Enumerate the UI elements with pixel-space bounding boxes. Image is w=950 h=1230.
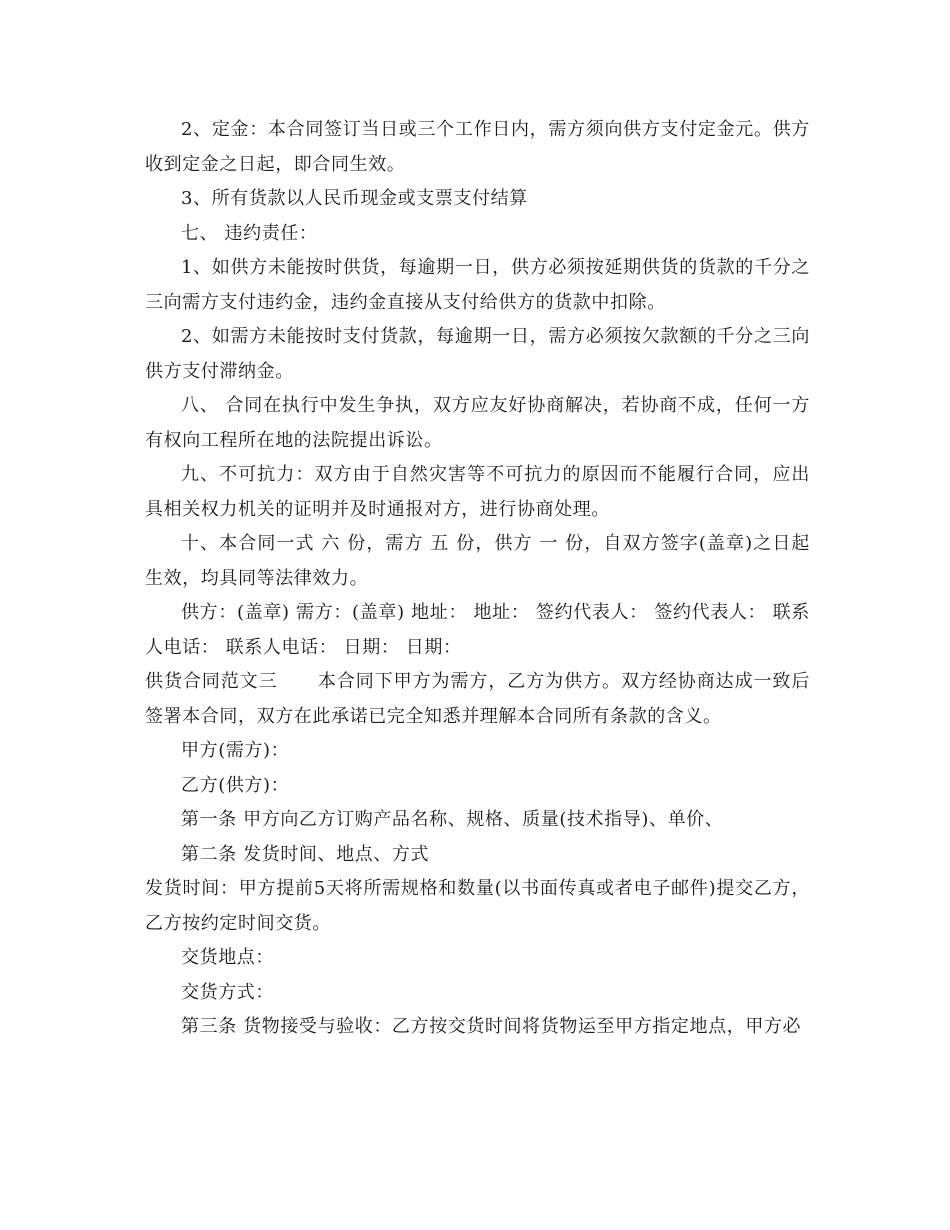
document-body (145, 113, 810, 1045)
clause-force-majeure: 九、不可抗力：双方由于自然灾害等不可抗力的原因而不能履行合同，应出具相关权力机关的证明并及时通报对方，进行协商处理。 (145, 464, 810, 520)
article-2: 第二条 发货时间、地点、方式 (181, 843, 430, 865)
clause-copies: 十、本合同一式 六 份，需方 五 份，供方 一 份，自双方签字(盖章)之日起生效，均具同等法律效力。 (145, 533, 810, 589)
clause-buyer-late: 2、如需方未能按时支付货款，每逾期一日，需方必须按欠款额的千分之三向供方支付滞纳金。 (145, 326, 810, 382)
party-a: 甲方(需方)： (181, 740, 290, 761)
clause-deposit: 2、定金：本合同签订当日或三个工作日内，需方须向供方支付定金元。供方收到定金之日起，即合同生效。 (145, 119, 810, 175)
party-b: 乙方(供方)： (181, 774, 290, 796)
section-intro-paragraph (145, 665, 810, 734)
signature-block: 供方：(盖章) 需方：(盖章) 地址： 地址： 签约代表人： 签约代表人： 联系人电话： 联系人电话： 日期： 日期： (145, 602, 810, 658)
article-1: 第一条 甲方向乙方订购产品名称、规格、质量(技术指导)、单价、 (181, 809, 724, 830)
delivery-place: 交货地点： (181, 947, 274, 968)
section-title: 供货合同范文三 (145, 671, 278, 692)
delivery-method: 交货方式： (181, 981, 274, 1003)
article-3: 第三条 货物接受与验收：乙方按交货时间将货物运至甲方指定地点，甲方必 (181, 1016, 802, 1037)
clause-supplier-late: 1、如供方未能按时供货，每逾期一日，供方必须按延期供货的货款的千分之三向需方支付违约金，违约金直接从支付给供方的货款中扣除。 (145, 257, 810, 313)
delivery-time: 发货时间：甲方提前5天将所需规格和数量(以书面传真或者电子邮件)提交乙方，乙方按约定时间交货。 (145, 878, 810, 934)
clause-payment-method: 3、所有货款以人民币现金或支票支付结算 (181, 188, 528, 209)
section-intro-text: 本合同下甲方为需方，乙方为供方。双方经协商达成一致后签署本合同，双方在此承诺已完全知悉并理解本合同所有条款的含义。 (145, 671, 810, 727)
clause-dispute: 八、 合同在执行中发生争执，双方应友好协商解决，若协商不成，任何一方有权向工程所在地的法院提出诉讼。 (145, 395, 810, 451)
section-heading-breach: 七、 违约责任： (181, 222, 318, 244)
